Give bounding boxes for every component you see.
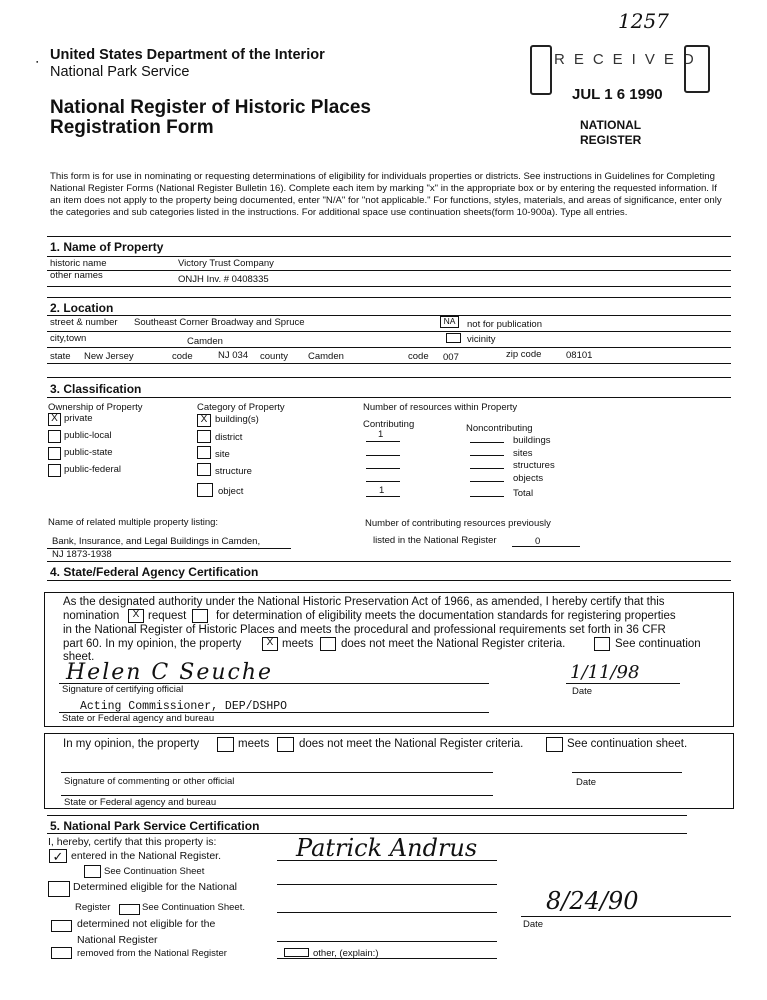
register-label: Register [75, 902, 111, 913]
keeper-date-label: Date [523, 919, 544, 930]
rule [366, 441, 400, 442]
county-code-value: 007 [443, 352, 459, 363]
category-structure-checkbox[interactable] [197, 463, 211, 476]
see-continuation-label: See continuation [615, 638, 701, 650]
box-top [44, 592, 734, 593]
nomination-label: nomination [63, 610, 120, 622]
opinion-see-continuation-checkbox[interactable] [546, 737, 563, 752]
stamp-date: JUL 1 6 1990 [572, 86, 663, 103]
opinion-meets-label: meets [238, 738, 270, 750]
category-object-label: object [218, 486, 244, 497]
keeper-signature: Patrick Andrus [296, 834, 478, 862]
rule [47, 270, 731, 271]
category-site-checkbox[interactable] [197, 446, 211, 459]
vicinity-label: vicinity [467, 334, 496, 345]
multiple-property-value-line1: Bank, Insurance, and Legal Buildings in Camden, [52, 536, 261, 547]
rule [277, 958, 497, 959]
section4-heading: 4. State/Federal Agency Certification [50, 565, 259, 579]
stamp-register: REGISTER [580, 133, 642, 147]
previously-listed-label-line1: Number of contributing resources previously [365, 518, 551, 529]
zip-value: 08101 [566, 350, 593, 361]
entered-label: entered in the National Register. [71, 850, 222, 862]
multiple-property-value-line2: NJ 1873-1938 [52, 549, 112, 560]
category-site-label: site [215, 449, 230, 460]
commenting-agency-label: State or Federal agency and bureau [64, 797, 217, 808]
opinion-does-not-meet-label: does not meet the National Register criteria. [299, 738, 524, 750]
stamp-national: NATIONAL [580, 118, 642, 132]
box-top [44, 733, 734, 734]
street-label: street & number [50, 317, 118, 328]
vicinity-checkbox[interactable] [446, 333, 461, 343]
rule [566, 683, 680, 684]
resource-total-label: Total [513, 488, 534, 499]
entered-checkbox[interactable]: ✓ [49, 849, 67, 863]
hereby-certify-label: I, hereby, certify that this property is: [48, 836, 217, 848]
ownership-public-local-checkbox[interactable] [48, 430, 61, 443]
meets-checkbox[interactable]: X [262, 637, 278, 651]
ownership-public-state-label: public-state [64, 447, 113, 458]
category-buildings-label: building(s) [215, 414, 259, 425]
previously-listed-label-line2: listed in the National Register [373, 535, 497, 546]
ownership-public-federal-label: public-federal [64, 464, 122, 475]
instructions-paragraph: This form is for use in nominating or requesting determinations of eligibility for individuals properties or districts. See instructions in Guidelines for Completing National Register Forms (National Register Bulletin 16). Complete each item by marking "x" in the appropriate box or by entering the requested information. If an item does not apply to the property being documented, enter "N/A" for "not applicable." For functions, styles, materials, and areas of significance, enter only the categories and sub categories listed in the instructions. For additional space use continuation sheets(form 10-900a). Type all entries. [50, 171, 722, 218]
resource-sites-label: sites [513, 448, 533, 459]
county-value: Camden [308, 351, 344, 362]
section-divider [47, 236, 731, 237]
see-continuation-sheet-label: See Continuation Sheet [104, 866, 205, 877]
rule [470, 455, 504, 456]
not-eligible-checkbox[interactable] [51, 920, 72, 932]
contributing-label: Contributing [363, 419, 415, 430]
opinion-does-not-meet-checkbox[interactable] [277, 737, 294, 752]
resource-objects-label: objects [513, 473, 544, 484]
section5-heading: 5. National Park Service Certification [50, 819, 260, 833]
cert-text-line4: part 60. In my opinion, the property [63, 638, 242, 650]
historic-name-label: historic name [50, 258, 107, 269]
rule [61, 795, 493, 796]
rule [572, 772, 682, 773]
rule [47, 561, 731, 562]
section-divider [47, 377, 731, 378]
category-structure-label: structure [215, 466, 252, 477]
city-value: Camden [187, 336, 223, 347]
state-code-value: NJ 034 [218, 350, 249, 361]
opinion-label: In my opinion, the property [63, 738, 200, 750]
rule [47, 315, 731, 316]
ownership-public-federal-checkbox[interactable] [48, 464, 61, 477]
section3-heading: 3. Classification [50, 382, 142, 396]
rule [277, 912, 497, 913]
meets-label: meets [282, 638, 314, 650]
other-names-label: other names [50, 270, 103, 281]
cert-text-line3: in the National Register of Historic Places and meets the procedural and professional requirements set forth in 36 CFR [63, 624, 666, 636]
ownership-private-label: private [64, 413, 93, 424]
rule [47, 363, 731, 364]
rule [512, 546, 580, 547]
ownership-private-checkbox[interactable]: X [48, 413, 61, 426]
see-continuation-checkbox[interactable] [594, 637, 610, 651]
rule [47, 256, 731, 257]
noncontributing-label: Noncontributing [466, 423, 533, 434]
determined-eligible-checkbox[interactable] [48, 881, 70, 897]
resource-structures-label: structures [513, 460, 555, 471]
form-title-line1: National Register of Historic Places [50, 97, 371, 118]
rule [470, 496, 504, 497]
state-value: New Jersey [84, 351, 134, 362]
county-code-label: code [408, 351, 429, 362]
commenting-signature-label: Signature of commenting or other official [64, 776, 235, 787]
opinion-meets-checkbox[interactable] [217, 737, 234, 752]
department-name: United States Department of the Interior [50, 47, 325, 63]
contributing-total-count: 1 [379, 485, 385, 496]
other-explain-label: other, (explain:) [313, 948, 379, 959]
not-eligible-label-line2: National Register [77, 934, 158, 946]
rule [366, 496, 400, 497]
zip-label: zip code [506, 349, 542, 360]
city-label: city,town [50, 333, 87, 344]
stamp-received-text: RECEIVED [554, 51, 703, 68]
multiple-property-label: Name of related multiple property listing: [48, 517, 219, 528]
cert-text-line2: for determination of eligibility meets the documentation standards for registering properties [216, 610, 676, 622]
form-title-line2: Registration Form [50, 117, 214, 138]
sheet-label: sheet. [63, 651, 95, 663]
bullet-mark: ● [36, 59, 39, 64]
not-eligible-label: determined not eligible for the [77, 918, 216, 930]
state-code-label: code [172, 351, 193, 362]
nomination-checkbox[interactable]: X [128, 609, 144, 623]
previously-listed-count: 0 [535, 536, 541, 547]
stamp-letter-d [684, 45, 710, 93]
section2-heading: 2. Location [50, 301, 114, 315]
rule [47, 347, 731, 348]
box-left [44, 592, 45, 727]
category-district-checkbox[interactable] [197, 430, 211, 443]
rule [277, 884, 497, 885]
box-right [733, 733, 734, 809]
certification-date-value: 1/11/98 [570, 662, 640, 683]
rule [470, 481, 504, 482]
rule [366, 455, 400, 456]
street-value: Southeast Corner Broadway and Spruce [134, 317, 305, 328]
category-heading: Category of Property [197, 402, 285, 413]
not-for-publication-checkbox[interactable]: NA [440, 316, 459, 328]
box-bottom [44, 726, 734, 727]
rule [277, 860, 497, 861]
rule [366, 468, 400, 469]
rule [61, 772, 493, 773]
section-divider [47, 297, 731, 298]
does-not-meet-checkbox[interactable] [320, 637, 336, 651]
resources-heading: Number of resources within Property [363, 402, 518, 413]
ownership-public-local-label: public-local [64, 430, 112, 441]
category-district-label: district [215, 432, 243, 443]
removed-label: removed from the National Register [77, 948, 227, 959]
service-name: National Park Service [50, 64, 190, 80]
determined-eligible-label: Determined eligible for the National [73, 881, 238, 893]
certifying-signature: Helen C Seuche [66, 660, 274, 685]
certifying-signature-label: Signature of certifying official [62, 684, 184, 695]
section1-heading: 1. Name of Property [50, 240, 164, 254]
resource-buildings-label: buildings [513, 435, 551, 446]
stamp-letter-r [530, 45, 552, 95]
section-divider [47, 580, 731, 581]
rule [366, 481, 400, 482]
does-not-meet-label: does not meet the National Register criteria. [341, 638, 566, 650]
contributing-buildings-count: 1 [378, 429, 384, 440]
box-right [733, 592, 734, 727]
certification-date-label: Date [572, 686, 593, 697]
section-divider [47, 815, 687, 816]
request-checkbox[interactable] [192, 609, 208, 623]
keeper-date-value: 8/24/90 [546, 887, 639, 915]
commenting-date-label: Date [576, 777, 597, 788]
rule [521, 916, 731, 917]
not-for-publication-label: not for publication [467, 319, 542, 330]
category-buildings-checkbox[interactable]: X [197, 414, 211, 427]
rule [277, 941, 497, 942]
cert-text-line1: As the designated authority under the National Historic Preservation Act of 1966, as amended, I hereby certify that this [63, 596, 665, 608]
removed-checkbox[interactable] [51, 947, 72, 959]
eligible-see-continuation-checkbox[interactable] [119, 904, 140, 915]
see-continuation-sheet-checkbox[interactable] [84, 865, 101, 878]
box-bottom [44, 808, 734, 809]
rule [47, 331, 731, 332]
other-names-value: ONJH Inv. # 0408335 [178, 274, 269, 285]
ownership-heading: Ownership of Property [48, 402, 143, 413]
ownership-public-state-checkbox[interactable] [48, 447, 61, 460]
rule [470, 442, 504, 443]
historic-name-value: Victory Trust Company [178, 258, 274, 269]
box-left [44, 733, 45, 809]
category-object-checkbox[interactable] [197, 483, 213, 497]
request-label: request [148, 610, 187, 622]
eligible-see-continuation-label: See Continuation Sheet. [142, 902, 245, 913]
opinion-see-continuation-label: See continuation sheet. [567, 738, 688, 750]
state-label: state [50, 351, 71, 362]
rule [470, 468, 504, 469]
rule [47, 286, 731, 287]
certifying-agency-value: Acting Commissioner, DEP/DSHPO [80, 700, 288, 713]
county-label: county [260, 351, 288, 362]
corner-file-number: 1257 [618, 9, 669, 33]
other-checkbox[interactable] [284, 948, 309, 957]
rule [47, 397, 731, 398]
agency-label: State or Federal agency and bureau [62, 713, 215, 724]
